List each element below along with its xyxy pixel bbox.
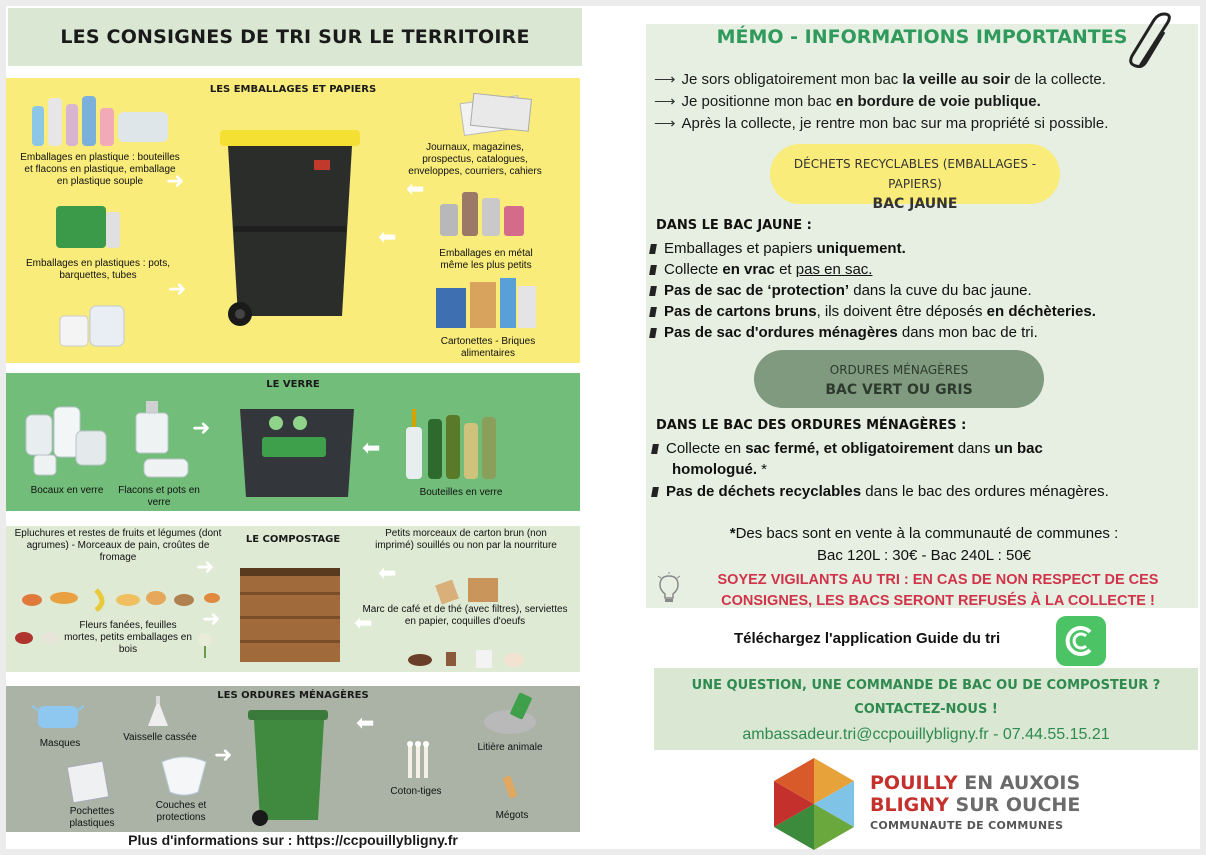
mask-icon [32, 698, 84, 734]
diaper-icon [158, 752, 210, 798]
bullet-text: et [774, 261, 796, 278]
caption-masques: Masques [39, 738, 81, 749]
arrow-left-icon: ⬅ [362, 435, 381, 460]
contact-question [654, 668, 1198, 722]
logo-en-auxois: EN AUXOIS [957, 772, 1081, 794]
bullet-text: dans mon bac de tri. [897, 324, 1038, 341]
warning-line-1: SOYEZ VIGILANTS AU TRI : EN CAS DE NON RESPECT DE CES [717, 572, 1159, 588]
logo-line-3: COMMUNAUTE DE COMMUNES [870, 819, 1064, 832]
note-star: * [729, 525, 736, 542]
heading-bac-jaune: DANS LE BAC JAUNE : [656, 218, 812, 233]
glass-bank-icon [232, 393, 362, 501]
flower-icon [192, 630, 218, 660]
bullet-marker-icon [649, 328, 657, 338]
arrow-left-icon: ⬅ [406, 176, 425, 201]
caption-plastique-bouteilles: Emballages en plastique : bouteilles et flacons en plastique, emballage en plastique souple [20, 152, 180, 187]
caption-carton-brun: Petits morceaux de carton brun (non imprimé) souillés ou non par la nourriture [375, 528, 557, 551]
panel-title-verre: LE VERRE [266, 379, 320, 390]
bullet-text: , ils doivent être déposés [816, 303, 987, 320]
memo-line-1 [654, 70, 1106, 88]
warning-text [688, 570, 1188, 612]
note-line-1 [654, 525, 1194, 542]
glass-jars-icon [20, 395, 110, 477]
bullet-bold: uniquement. [816, 240, 906, 257]
arrow-left-icon: ⬅ [378, 224, 397, 249]
caption-marc-cafe: Marc de café et de thé (avec filtres), serviettes en papier, coquilles d'oeufs [362, 604, 568, 627]
bullet-bold: Pas de déchets recyclables [666, 483, 862, 500]
bullet-om-2 [652, 483, 1109, 500]
bullet-jaune-4 [650, 303, 1096, 320]
compost-bin-icon [234, 562, 346, 666]
bullet-text: Collecte en [666, 440, 746, 457]
cardboard-icon [434, 572, 504, 606]
caption-plastique-pots: Emballages en plastiques : pots, barquettes, tubes [26, 258, 170, 281]
newspapers-icon [458, 88, 538, 138]
caption-couches: Couches et protections [155, 800, 207, 823]
caption-pochettes: Pochettes plastiques [69, 806, 115, 829]
caption-fleurs: Fleurs fanées, feuilles mortes, petits emballages en bois [64, 620, 192, 655]
cat-litter-icon [480, 690, 540, 736]
long-arrow-icon: ⟶ [654, 93, 676, 110]
arrow-right-icon: ➜ [196, 554, 215, 579]
recycle-c-icon [1063, 623, 1099, 659]
caption-bouteilles: Bouteilles en verre [419, 487, 503, 498]
cigarette-butt-icon [498, 772, 522, 802]
coffee-eggs-icon [406, 648, 536, 670]
long-arrow-icon: ⟶ [654, 71, 676, 88]
bullet-text: Emballages et papiers [664, 240, 817, 257]
pill-bac-vert [754, 350, 1044, 408]
left-title: LES CONSIGNES DE TRI SUR LE TERRITOIRE [8, 8, 582, 66]
heading-ordures: DANS LE BAC DES ORDURES MÉNAGÈRES : [656, 418, 967, 433]
caption-litiere: Litière animale [477, 742, 543, 753]
footer-link[interactable]: Plus d'informations sur : https://ccpouillybligny.fr [128, 832, 458, 848]
memo-text: Je sors obligatoirement mon bac [681, 71, 903, 88]
cotton-swabs-icon [400, 738, 440, 782]
bullet-om-1-cont [672, 461, 767, 478]
panel-title-emballages: LES EMBALLAGES ET PAPIERS [209, 84, 377, 95]
panel-title-compostage: LE COMPOSTAGE [245, 534, 341, 545]
logo-pouilly: POUILLY [870, 772, 958, 794]
green-bin-icon [244, 706, 334, 826]
pill-bac-jaune-title: BAC JAUNE [872, 196, 958, 212]
memo-title: MÉMO - INFORMATIONS IMPORTANTES [716, 26, 1128, 48]
memo-text: Après la collecte, je rentre mon bac sur ma propriété si possible. [681, 115, 1109, 132]
bullet-bold: en déchèteries. [986, 303, 1096, 320]
community-logo-text [870, 772, 1080, 836]
bullet-marker-icon [651, 444, 659, 454]
yellow-bin-icon [210, 126, 370, 326]
bullet-jaune-1 [650, 240, 906, 257]
bullet-om-1 [652, 440, 1043, 457]
bullet-text: dans la cuve du bac jaune. [849, 282, 1032, 299]
plastic-bottles-icon [26, 88, 176, 148]
logo-line-2 [870, 794, 1080, 816]
pill-bac-jaune-label: DÉCHETS RECYCLABLES (EMBALLAGES - PAPIERS) [793, 157, 1037, 191]
broken-plate-icon [138, 692, 178, 732]
metal-cans-icon [436, 184, 528, 240]
arrow-right-icon: ➜ [214, 742, 233, 767]
arrow-right-icon: ➜ [166, 168, 185, 193]
logo-sur-ouche: SUR OUCHE [948, 794, 1081, 816]
bullet-text: Collecte [664, 261, 723, 278]
community-logo-icon [766, 756, 862, 852]
contact-box [654, 668, 1198, 750]
bullet-underlined: pas en sac. [795, 261, 873, 278]
bullet-bold: sac fermé, et obligatoirement [745, 440, 954, 457]
plastic-tubs-icon [54, 300, 134, 352]
bullet-marker-icon [649, 286, 657, 296]
caption-metal: Emballages en métal même les plus petits [439, 248, 533, 271]
bullet-marker-icon [651, 487, 659, 497]
cartons-icon [432, 274, 542, 332]
arrow-right-icon: ➜ [192, 415, 211, 440]
bullet-text: dans le bac des ordures ménagères. [861, 483, 1109, 500]
contact-line-1: UNE QUESTION, UNE COMMANDE DE BAC OU DE COMPOSTEUR ? [691, 678, 1161, 693]
long-arrow-icon: ⟶ [654, 115, 676, 132]
memo-text: Je positionne mon bac [681, 93, 836, 110]
panel-emballages [6, 78, 580, 363]
glass-bottle-icon [130, 395, 196, 479]
caption-flacons: Flacons et pots en verre [118, 485, 200, 508]
bullet-jaune-2 [650, 261, 872, 278]
wine-bottles-icon [400, 387, 500, 483]
bullet-bold: Pas de sac d'ordures ménagères [664, 324, 898, 341]
right-page [584, 6, 1200, 849]
bullet-bold: Pas de cartons bruns [664, 303, 817, 320]
logo-bligny: BLIGNY [870, 794, 949, 816]
bullet-jaune-5 [650, 324, 1038, 341]
memo-bold: la veille au soir [902, 71, 1011, 88]
caption-bocaux: Bocaux en verre [30, 485, 104, 496]
app-download-text: Téléchargez l'application Guide du tri [734, 630, 1001, 647]
left-page [6, 6, 584, 849]
caption-cartonettes: Cartonettes - Briques alimentaires [440, 336, 536, 359]
caption-journaux: Journaux, magazines, prospectus, catalogues, enveloppes, courriers, cahiers [408, 142, 542, 177]
arrow-right-icon: ➜ [168, 276, 187, 301]
arrow-left-icon: ⬅ [354, 610, 373, 635]
caption-coton-tiges: Coton-tiges [390, 786, 442, 797]
logo-line-1 [870, 772, 1080, 794]
bullet-jaune-3 [650, 282, 1032, 299]
pill-bac-vert-title: BAC VERT OU GRIS [825, 382, 973, 398]
bullet-marker-icon [649, 244, 657, 254]
food-scraps-icon [16, 584, 226, 614]
note-line-2: Bac 120L : 30€ - Bac 240L : 50€ [816, 547, 1032, 564]
panel-verre [6, 373, 580, 511]
panel-title-ordures: LES ORDURES MÉNAGÈRES [217, 690, 369, 701]
bullet-bold: Pas de sac de ‘protection’ [664, 282, 850, 299]
guide-du-tri-app-icon[interactable] [1056, 616, 1106, 666]
warning-line-2: CONSIGNES, LES BACS SERONT REFUSÉS À LA COLLECTE ! [721, 593, 1155, 609]
contact-line-2: CONTACTEZ-NOUS ! [854, 702, 998, 717]
bullet-bold: un bac [994, 440, 1043, 457]
memo-line-2 [654, 92, 1041, 110]
bullet-marker-icon [649, 265, 657, 275]
panel-compostage [6, 526, 580, 672]
memo-line-3 [654, 114, 1108, 132]
arrow-right-icon: ➜ [202, 606, 221, 631]
caption-vaisselle: Vaisselle cassée [123, 732, 197, 743]
memo-text: de la collecte. [1010, 71, 1106, 88]
panel-ordures [6, 686, 580, 832]
caption-megots: Mégots [495, 810, 529, 821]
bullet-bold: en vrac [722, 261, 775, 278]
bullet-bold: homologué. [672, 461, 757, 478]
memo-bold: en bordure de voie publique. [835, 93, 1041, 110]
bullet-text: * [757, 461, 768, 478]
arrow-left-icon: ⬅ [356, 710, 375, 735]
bullet-marker-icon [649, 307, 657, 317]
detergent-pack-icon [54, 202, 124, 252]
dead-leaves-icon [10, 626, 70, 650]
pill-bac-vert-label: ORDURES MÉNAGÈRES [829, 363, 969, 377]
pill-bac-jaune [770, 144, 1060, 212]
lightbulb-icon [656, 572, 682, 606]
caption-epluchures: Epluchures et restes de fruits et légumes (dont agrumes) - Morceaux de pain, croûtes de fromage [14, 528, 222, 563]
plastic-sleeves-icon [64, 758, 116, 804]
note-text: Des bacs sont en vente à la communauté de communes : [735, 525, 1119, 542]
arrow-left-icon: ⬅ [378, 560, 397, 585]
paperclip-icon [1126, 12, 1178, 72]
bullet-text: dans [953, 440, 995, 457]
contact-email-phone[interactable]: ambassadeur.tri@ccpouillybligny.fr - 07.44.55.15.21 [742, 726, 1110, 743]
